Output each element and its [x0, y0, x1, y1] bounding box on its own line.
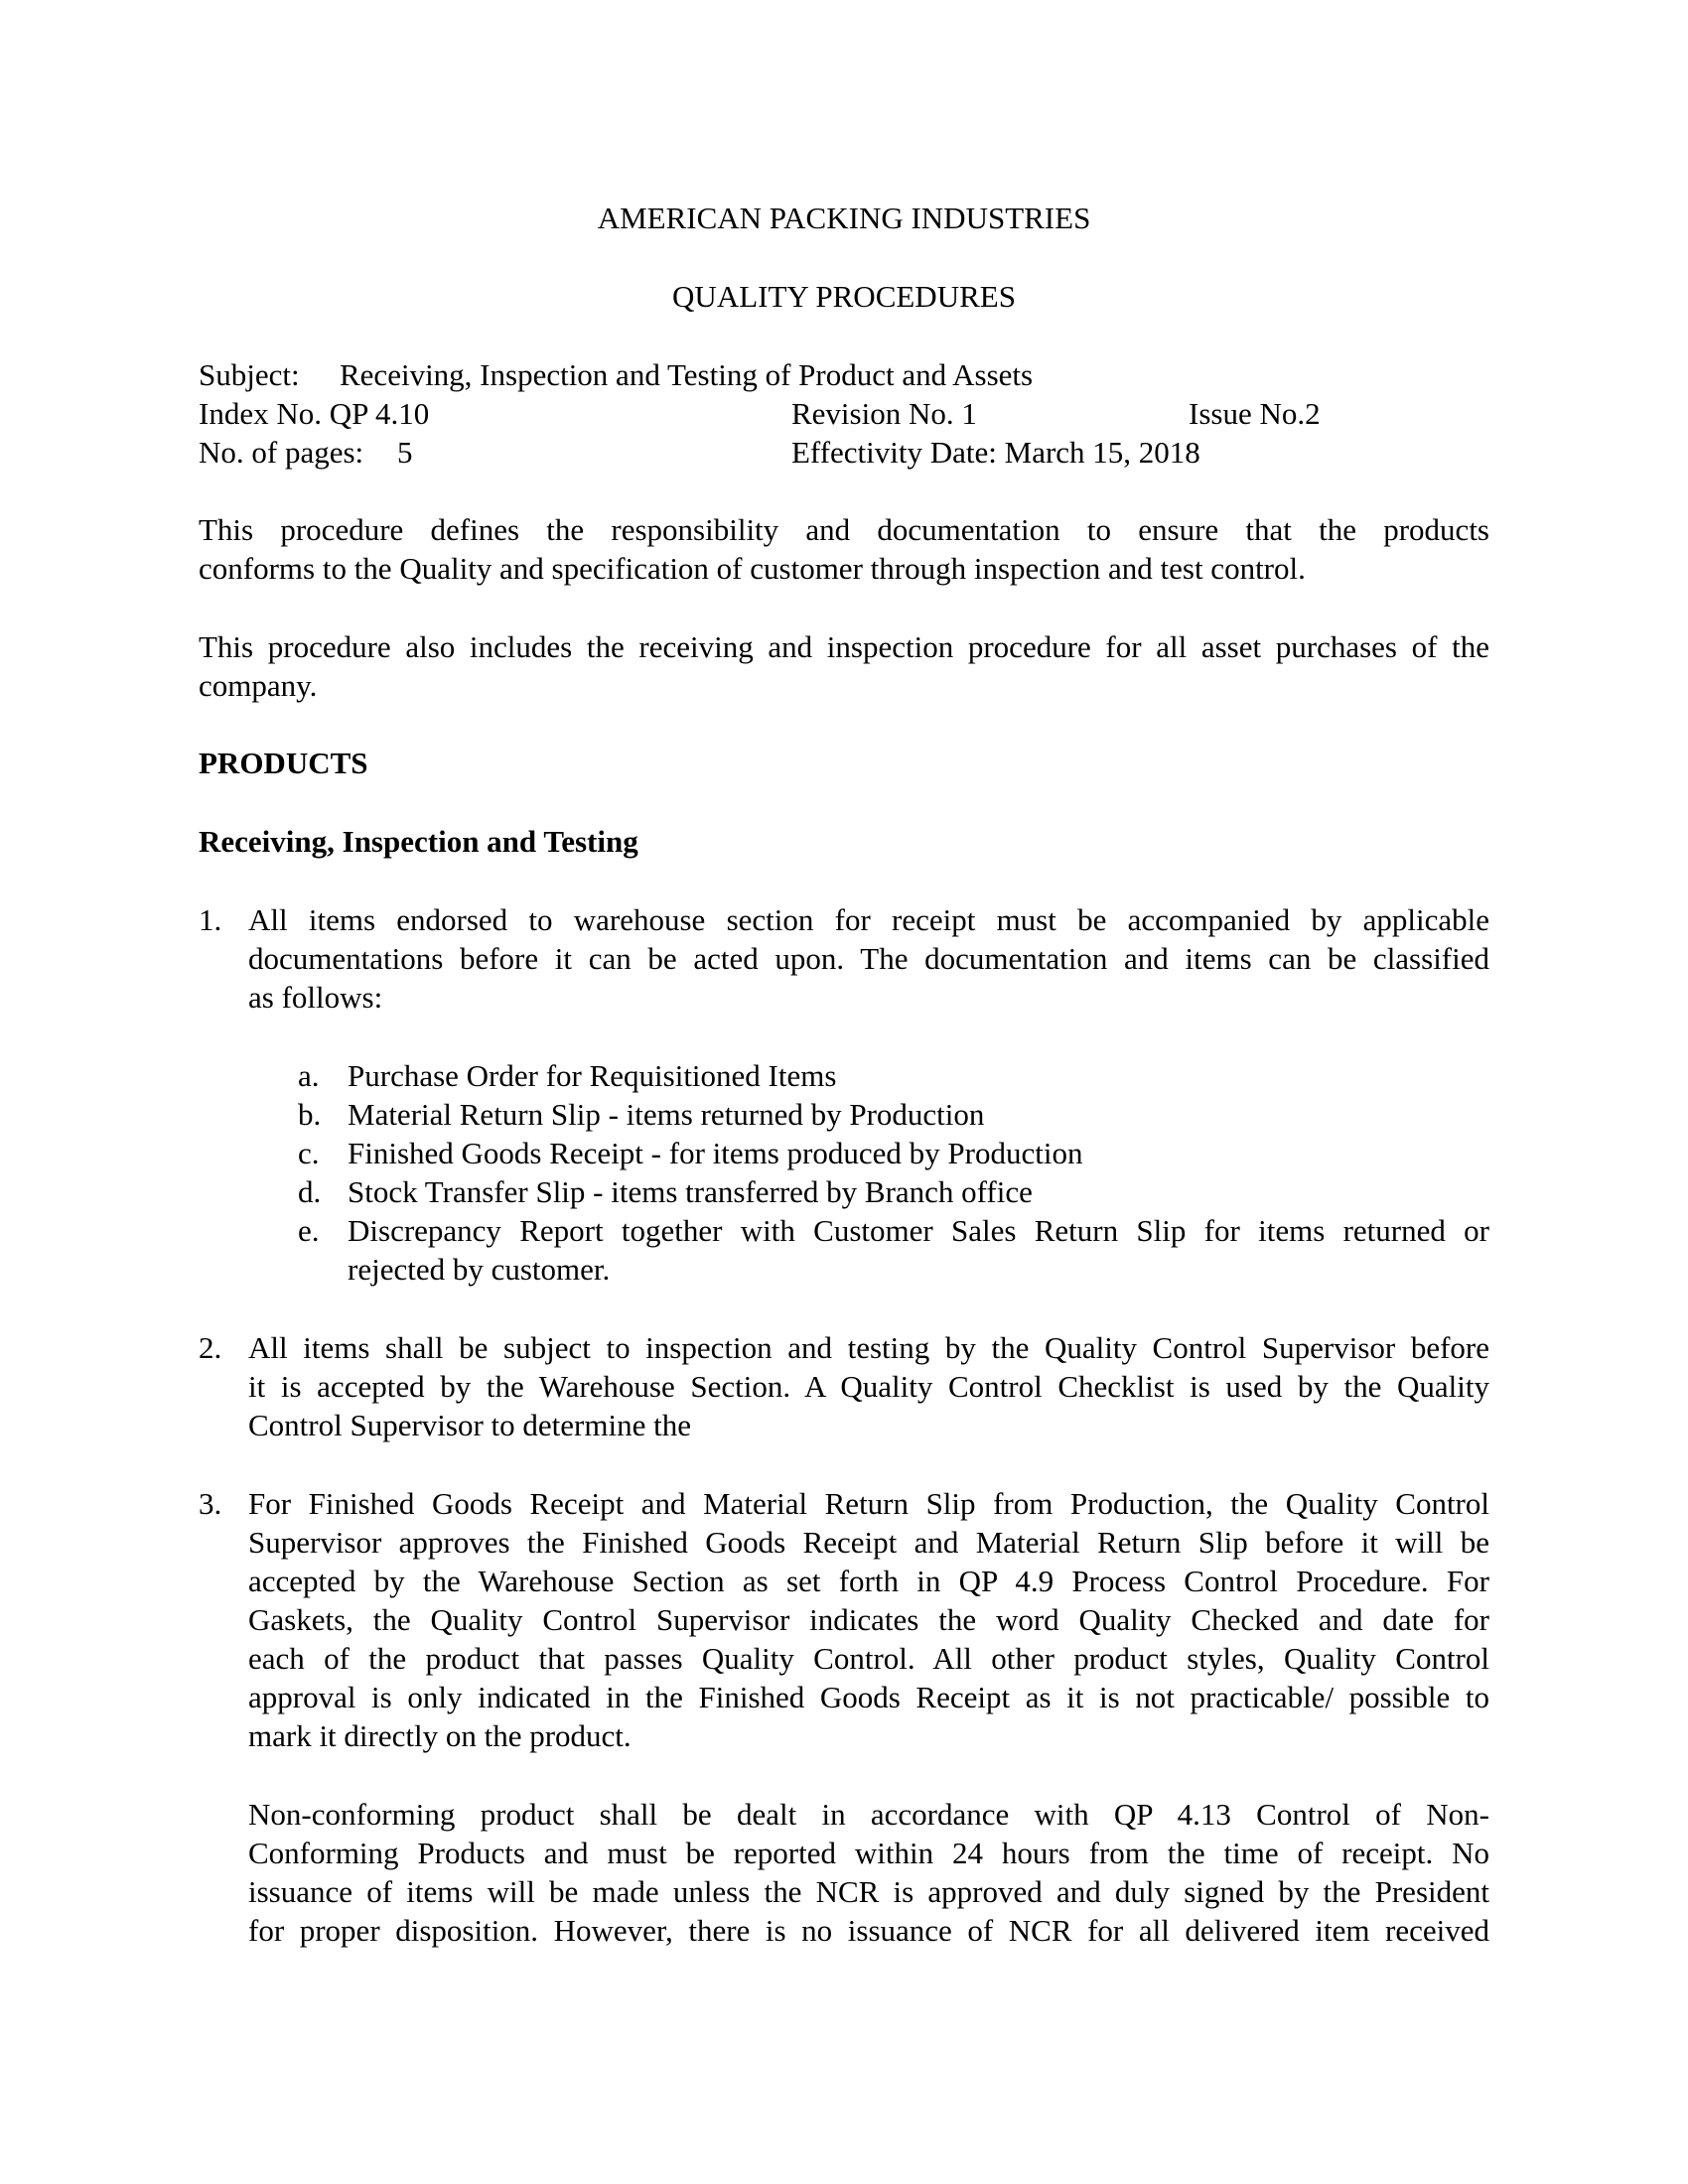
section-subheading: Receiving, Inspection and Testing — [199, 824, 638, 859]
nonconforming-paragraph-line-4: for proper disposition. However, there is no issuance of NCR for all delivered item received — [248, 1913, 1489, 1948]
sub-item-b-text: Material Return Slip - items returned by Production — [348, 1097, 985, 1132]
list-item-1-line-2: documentations before it can be acted upon. The documentation and items can be classified — [248, 941, 1489, 976]
sub-item-b-letter: b. — [298, 1097, 322, 1132]
nonconforming-paragraph-line-1: Non-conforming product shall be dealt in accordance with QP 4.13 Control of Non- — [248, 1797, 1489, 1832]
document-title: QUALITY PROCEDURES — [672, 279, 1016, 314]
list-item-1-line-1: All items endorsed to warehouse section for receipt must be accompanied by applicable — [248, 902, 1489, 937]
list-item-3-line-6: approval is only indicated in the Finished Goods Receipt as it is not practicable/ possible to — [248, 1680, 1489, 1714]
subject-value: Receiving, Inspection and Testing of Product and Assets — [340, 357, 1034, 392]
sub-item-e-line-2: rejected by customer. — [348, 1252, 611, 1287]
sub-item-e-line-1: Discrepancy Report together with Customer Sales Return Slip for items returned or — [348, 1213, 1489, 1248]
effectivity-date: Effectivity Date: March 15, 2018 — [791, 435, 1200, 470]
list-item-3-number: 3. — [199, 1486, 222, 1521]
pages-value: 5 — [397, 435, 413, 470]
sub-item-c-letter: c. — [298, 1136, 320, 1170]
list-item-1-line-3: as follows: — [248, 980, 383, 1015]
list-item-2-line-1: All items shall be subject to inspection and testing by the Quality Control Supervisor before — [248, 1330, 1489, 1365]
intro-paragraph-1-line-2: conforms to the Quality and specification of customer through inspection and test control. — [199, 551, 1306, 586]
list-item-2-number: 2. — [199, 1330, 222, 1365]
list-item-3-line-4: Gaskets, the Quality Control Supervisor indicates the word Quality Checked and date for — [248, 1602, 1489, 1637]
subject-label: Subject: — [199, 357, 300, 392]
list-item-3-line-1: For Finished Goods Receipt and Material Return Slip from Production, the Quality Control — [248, 1486, 1489, 1521]
sub-item-d-text: Stock Transfer Slip - items transferred by Branch office — [348, 1174, 1033, 1209]
sub-item-c-text: Finished Goods Receipt - for items produced by Production — [348, 1136, 1083, 1170]
sub-item-a-letter: a. — [298, 1058, 320, 1093]
intro-paragraph-1-line-1: This procedure defines the responsibility and documentation to ensure that the products — [199, 512, 1489, 547]
intro-paragraph-2-line-1: This procedure also includes the receiving and inspection procedure for all asset purchases of the — [199, 629, 1489, 664]
company-name: AMERICAN PACKING INDUSTRIES — [597, 201, 1091, 235]
sub-item-d-letter: d. — [298, 1174, 322, 1209]
section-heading: PRODUCTS — [199, 746, 368, 780]
revision-number: Revision No. 1 — [791, 396, 977, 431]
list-item-1-number: 1. — [199, 902, 222, 937]
pages-label: No. of pages: — [199, 435, 364, 470]
index-number: Index No. QP 4.10 — [199, 396, 430, 431]
issue-number: Issue No.2 — [1189, 396, 1321, 431]
nonconforming-paragraph-line-2: Conforming Products and must be reported within 24 hours from the time of receipt. No — [248, 1836, 1489, 1870]
sub-item-e-letter: e. — [298, 1213, 320, 1248]
list-item-2-line-3: Control Supervisor to determine the — [248, 1408, 691, 1442]
list-item-3-line-3: accepted by the Warehouse Section as set forth in QP 4.9 Process Control Procedure. For — [248, 1564, 1489, 1598]
sub-item-a-text: Purchase Order for Requisitioned Items — [348, 1058, 837, 1093]
list-item-3-line-2: Supervisor approves the Finished Goods Receipt and Material Return Slip before it will be — [248, 1525, 1489, 1560]
list-item-2-line-2: it is accepted by the Warehouse Section. A Quality Control Checklist is used by the Quality — [248, 1369, 1489, 1404]
list-item-3-line-7: mark it directly on the product. — [248, 1718, 632, 1753]
nonconforming-paragraph-line-3: issuance of items will be made unless the NCR is approved and duly signed by the President — [248, 1874, 1489, 1909]
intro-paragraph-2-line-2: company. — [199, 668, 318, 703]
list-item-3-line-5: each of the product that passes Quality Control. All other product styles, Quality Control — [248, 1641, 1489, 1676]
